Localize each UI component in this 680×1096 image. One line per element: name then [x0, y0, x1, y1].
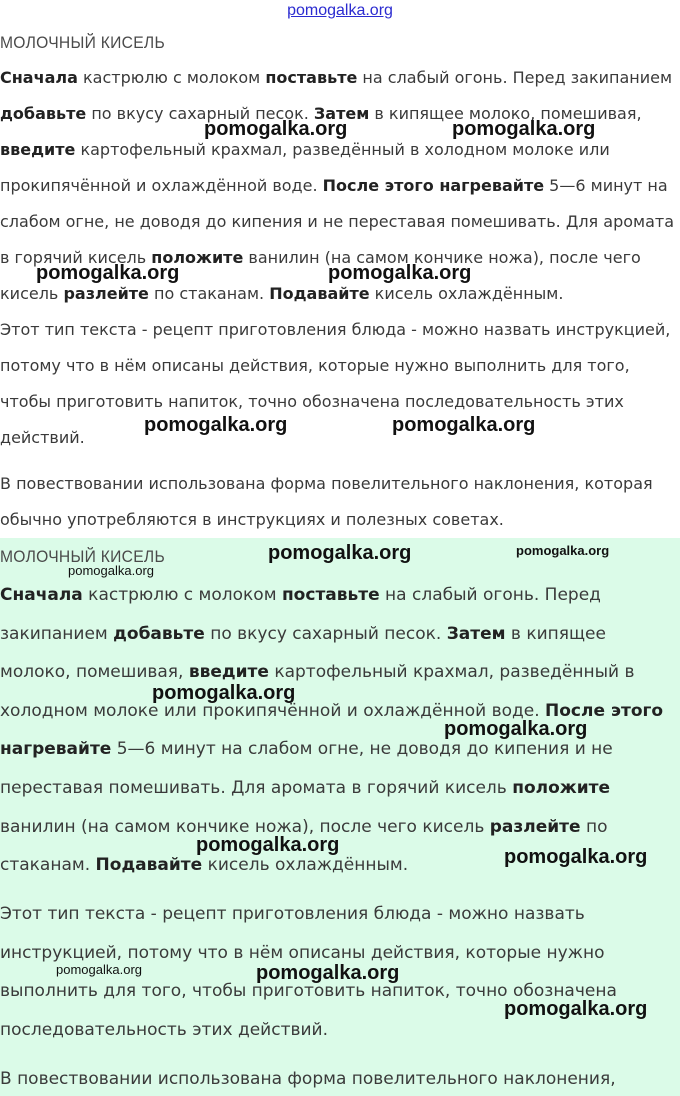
bold-verb: Затем	[446, 623, 506, 644]
text-segment: по стаканам.	[148, 284, 270, 303]
watermark: pomogalka.org	[504, 846, 648, 868]
recipe-title: МОЛОЧНЫЙ КИСЕЛЬ	[0, 547, 166, 566]
text-segment: кастрюлю с молоком	[77, 68, 266, 87]
text-line	[0, 855, 408, 875]
text-segment: кисель охлаждённым.	[369, 284, 564, 303]
text-segment: кисель	[0, 284, 64, 303]
bold-verb: поставьте	[265, 68, 358, 87]
text-line: последовательность этих действий.	[0, 1019, 328, 1040]
bold-verb: положите	[151, 248, 244, 267]
watermark: pomogalka.org	[196, 834, 340, 856]
bold-verb: разлейте	[489, 816, 581, 837]
bold-verb: поставьте	[281, 585, 380, 605]
text-line	[0, 778, 610, 798]
text-segment: ванилин (на самом кончике ножа), после чего	[243, 248, 641, 267]
bold-verb: Сначала	[0, 68, 78, 87]
text-line	[0, 624, 606, 644]
watermark: pomogalka.org	[328, 262, 472, 284]
text-segment: по	[580, 816, 608, 837]
bold-verb: После этого	[545, 700, 664, 721]
text-line: потому что в нём описаны действия, которые нужно выполнить для того,	[0, 356, 630, 375]
text-segment: закипанием	[0, 623, 114, 644]
text-line: В повествовании использована форма повелительного наклонения,	[0, 1069, 616, 1089]
watermark: pomogalka.org	[68, 563, 154, 578]
text-segment: кастрюлю с молоком	[82, 585, 282, 605]
watermark: pomogalka.org	[444, 718, 588, 740]
bold-verb: добавьте	[113, 623, 205, 644]
text-segment: 5—6 минут на слабом огне, не доводя до кипения и не	[111, 739, 613, 760]
text-segment: картофельный крахмал, разведённый в	[268, 662, 635, 683]
watermark: pomogalka.org	[36, 262, 180, 284]
text-segment: переставая помешивать. Для аромата в горячий кисель	[0, 778, 513, 798]
text-segment: 5—6 минут на	[544, 176, 668, 195]
text-line: Этот тип текста - рецепт приготовления блюда - можно назвать инструкцией,	[0, 320, 671, 339]
watermark: pomogalka.org	[144, 414, 288, 436]
bold-verb: положите	[512, 778, 610, 798]
text-segment: холодном молоке или прокипячённой и охлаждённой воде.	[0, 700, 546, 721]
watermark: pomogalka.org	[204, 118, 348, 140]
bold-verb: разлейте	[63, 284, 149, 303]
text-segment: кисель охлаждённым.	[202, 855, 409, 876]
text-line	[0, 140, 610, 159]
text-line: инструкцией, потому что в нём описаны действия, которые нужно	[0, 942, 605, 963]
text-segment: ванилин (на самом кончике ножа), после чего кисель	[0, 816, 490, 837]
watermark: pomogalka.org	[516, 543, 610, 558]
text-segment: по вкусу сахарный песок.	[86, 104, 314, 123]
text-segment: в горячий кисель	[0, 248, 152, 267]
watermark: pomogalka.org	[256, 962, 400, 984]
text-segment: картофельный крахмал, разведённый в холодном молоке или	[75, 140, 610, 159]
watermark: pomogalka.org	[504, 998, 648, 1020]
text-segment: прокипячённой и охлаждённой воде.	[0, 176, 323, 195]
text-segment: по вкусу сахарный песок.	[204, 623, 447, 644]
recipe-title: МОЛОЧНЫЙ КИСЕЛЬ	[0, 33, 166, 52]
text-line	[0, 284, 563, 303]
watermark: pomogalka.org	[56, 962, 142, 977]
text-segment: в кипящее молоко, помешивая,	[369, 104, 642, 123]
text-line: Этот тип текста - рецепт приготовления блюда - можно назвать	[0, 904, 585, 924]
bold-verb: После этого нагревайте	[322, 176, 545, 195]
text-line	[0, 739, 613, 759]
bold-verb: введите	[188, 662, 269, 683]
bold-verb: нагревайте	[0, 739, 112, 760]
text-line: действий.	[0, 428, 85, 447]
watermark: pomogalka.org	[392, 414, 536, 436]
text-line: В повествовании использована форма повелительного наклонения, которая	[0, 474, 653, 493]
text-segment: молоко, помешивая,	[0, 662, 189, 683]
site-link[interactable]: pomogalka.org	[287, 2, 393, 19]
bold-verb: Сначала	[0, 585, 83, 605]
watermark: pomogalka.org	[152, 682, 296, 704]
text-line: обычно употребляются в инструкциях и полезных советах.	[0, 510, 504, 529]
text-line	[0, 585, 601, 605]
text-segment: слабом огне, не доводя до кипения и не переставая помешивать. Для аромата	[0, 212, 675, 231]
text-segment: на слабый огонь. Перед	[379, 585, 601, 605]
text-segment: в кипящее	[505, 623, 606, 644]
bold-verb: Подавайте	[269, 284, 370, 303]
text-segment: на слабый огонь. Перед закипанием	[357, 68, 673, 87]
text-line: выполнить для того, чтобы приготовить напиток, точно обозначена	[0, 981, 617, 1002]
watermark: pomogalka.org	[452, 118, 596, 140]
text-line	[0, 212, 674, 231]
text-line	[0, 176, 668, 195]
text-line: чтобы приготовить напиток, точно обозначена последовательность этих	[0, 392, 624, 411]
bold-verb: Затем	[313, 104, 370, 123]
watermark: pomogalka.org	[268, 542, 412, 564]
text-segment: стаканам.	[0, 855, 96, 876]
bold-verb: введите	[0, 140, 76, 159]
text-line	[0, 662, 635, 682]
bold-verb: добавьте	[0, 104, 87, 123]
text-line	[0, 68, 672, 87]
bold-verb: Подавайте	[95, 855, 203, 876]
